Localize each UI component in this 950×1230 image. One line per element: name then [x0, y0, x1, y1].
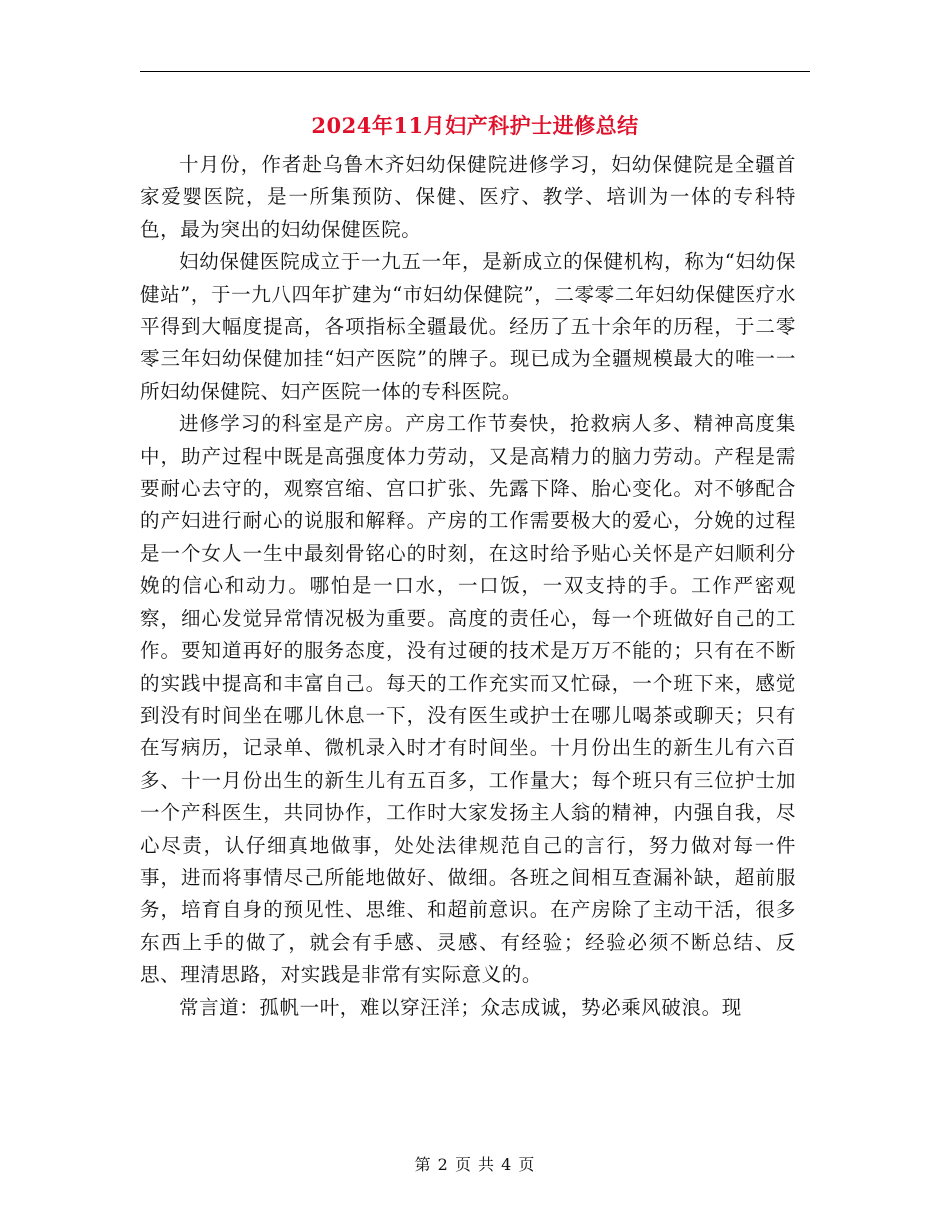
header-rule [140, 71, 810, 72]
page-number: 第 2 页 共 4 页 [414, 1155, 536, 1174]
document-title: 2024年11月妇产科护士进修总结 [311, 113, 639, 138]
paragraph-history: 妇幼保健医院成立于一九五一年，是新成立的保健机构，称为“妇幼保健站”，于一九八四年扩建为“市妇幼保健院”，二零零二年妇幼保健医疗水平得到大幅度提高，各项指标全疆最优。经历了五十余年的历程，于二零零三年妇幼保健加挂“妇产医院”的牌子。现已成为全疆规模最大的唯一一所妇幼保健院、妇产医院一体的专科医院。 [140, 250, 796, 403]
document-body [140, 149, 796, 1024]
paragraph-delivery-room: 进修学习的科室是产房。产房工作节奏快，抢救病人多、精神高度集中，助产过程中既是高强度体力劳动，又是高精力的脑力劳动。产程是需要耐心去守的，观察宫缩、宫口扩张、先露下降、胎心变化。对不够配合的产妇进行耐心的说服和解释。产房的工作需要极大的爱心，分娩的过程是一个女人一生中最刻骨铭心的时刻，在这时给予贴心关怀是产妇顺利分娩的信心和动力。哪怕是一口水，一口饭，一双支持的手。工作严密观察，细心发觉异常情况极为重要。高度的责任心，每一个班做好自己的工作。要知道再好的服务态度，没有过硬的技术是万万不能的；只有在不断的实践中提高和丰富自己。每天的工作充实而又忙碌，一个班下来，感觉到没有时间坐在哪儿休息一下，没有医生或护士在哪儿喝茶或聊天；只有在写病历，记录单、微机录入时才有时间坐。十月份出生的新生儿有六百多、十一月份出生的新生儿有五百多，工作量大；每个班只有三位护士加一个产科医生，共同协作，工作时大家发扬主人翁的精神，内强自我，尽心尽责，认仔细真地做事，处处法律规范自己的言行，努力做对每一件事，进而将事情尽己所能地做好、做细。各班之间相互查漏补缺，超前服务，培育自身的预见性、思维、和超前意识。在产房除了主动干活，很多东西上手的做了，就会有手感、灵感、有经验；经验必须不断总结、反思、理清思路，对实践是非常有实际意义的。 [140, 412, 796, 987]
paragraph-intro: 十月份，作者赴乌鲁木齐妇幼保健院进修学习，妇幼保健院是全疆首家爱婴医院，是一所集预防、保健、医疗、教学、培训为一体的专科特色，最为突出的妇幼保健医院。 [140, 153, 796, 241]
paragraph-saying: 常言道：孤帆一叶，难以穿汪洋；众志成诚，势必乘风破浪。现 [179, 995, 742, 1019]
